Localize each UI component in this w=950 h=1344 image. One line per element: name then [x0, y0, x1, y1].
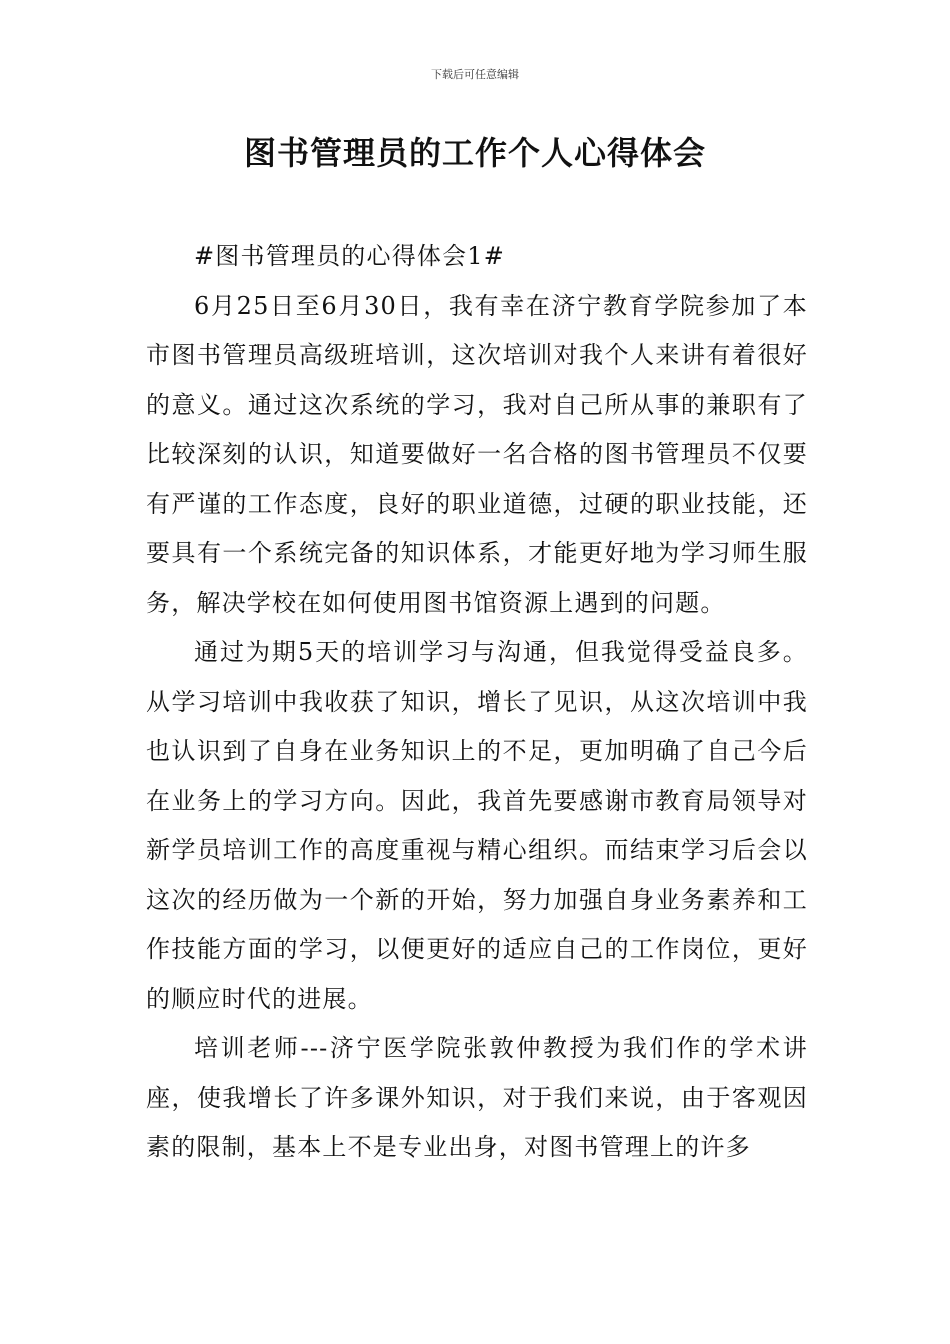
paragraph-1: 6月25日至6月30日，我有幸在济宁教育学院参加了本市图书管理员高级班培训，这次培训对我个人来讲有着很好的意义。通过这次系统的学习，我对自己所从事的兼职有了比较深刻的认识，知道要做好一名合格的图书管理员不仅要有严谨的工作态度，良好的职业道德，过硬的职业技能，还要具有一个系统完备的知识体系，才能更好地为学习师生服务，解决学校在如何使用图书馆资源上遇到的问题。	[146, 291, 808, 617]
paragraph-2: 通过为期5天的培训学习与沟通，但我觉得受益良多。从学习培训中我收获了知识，增长了见识，从这次培训中我也认识到了自身在业务知识上的不足，更加明确了自己今后在业务上的学习方向。因此，我首先要感谢市教育局领导对新学员培训工作的高度重视与精心组织。而结束学习后会以这次的经历做为一个新的开始，努力加强自身业务素养和工作技能方面的学习，以便更好的适应自己的工作岗位，更好的顺应时代的进展。	[146, 638, 808, 1013]
document-body	[146, 232, 808, 1173]
header-note: 下载后可任意编辑	[431, 68, 519, 81]
section-heading: #图书管理员的心得体会1#	[194, 242, 506, 270]
document-title: 图书管理员的工作个人心得体会	[243, 134, 706, 172]
paragraph-3: 培训老师---济宁医学院张敦仲教授为我们作的学术讲座，使我增长了许多课外知识，对于我们来说，由于客观因素的限制，基本上不是专业出身，对图书管理上的许多	[146, 1034, 808, 1161]
